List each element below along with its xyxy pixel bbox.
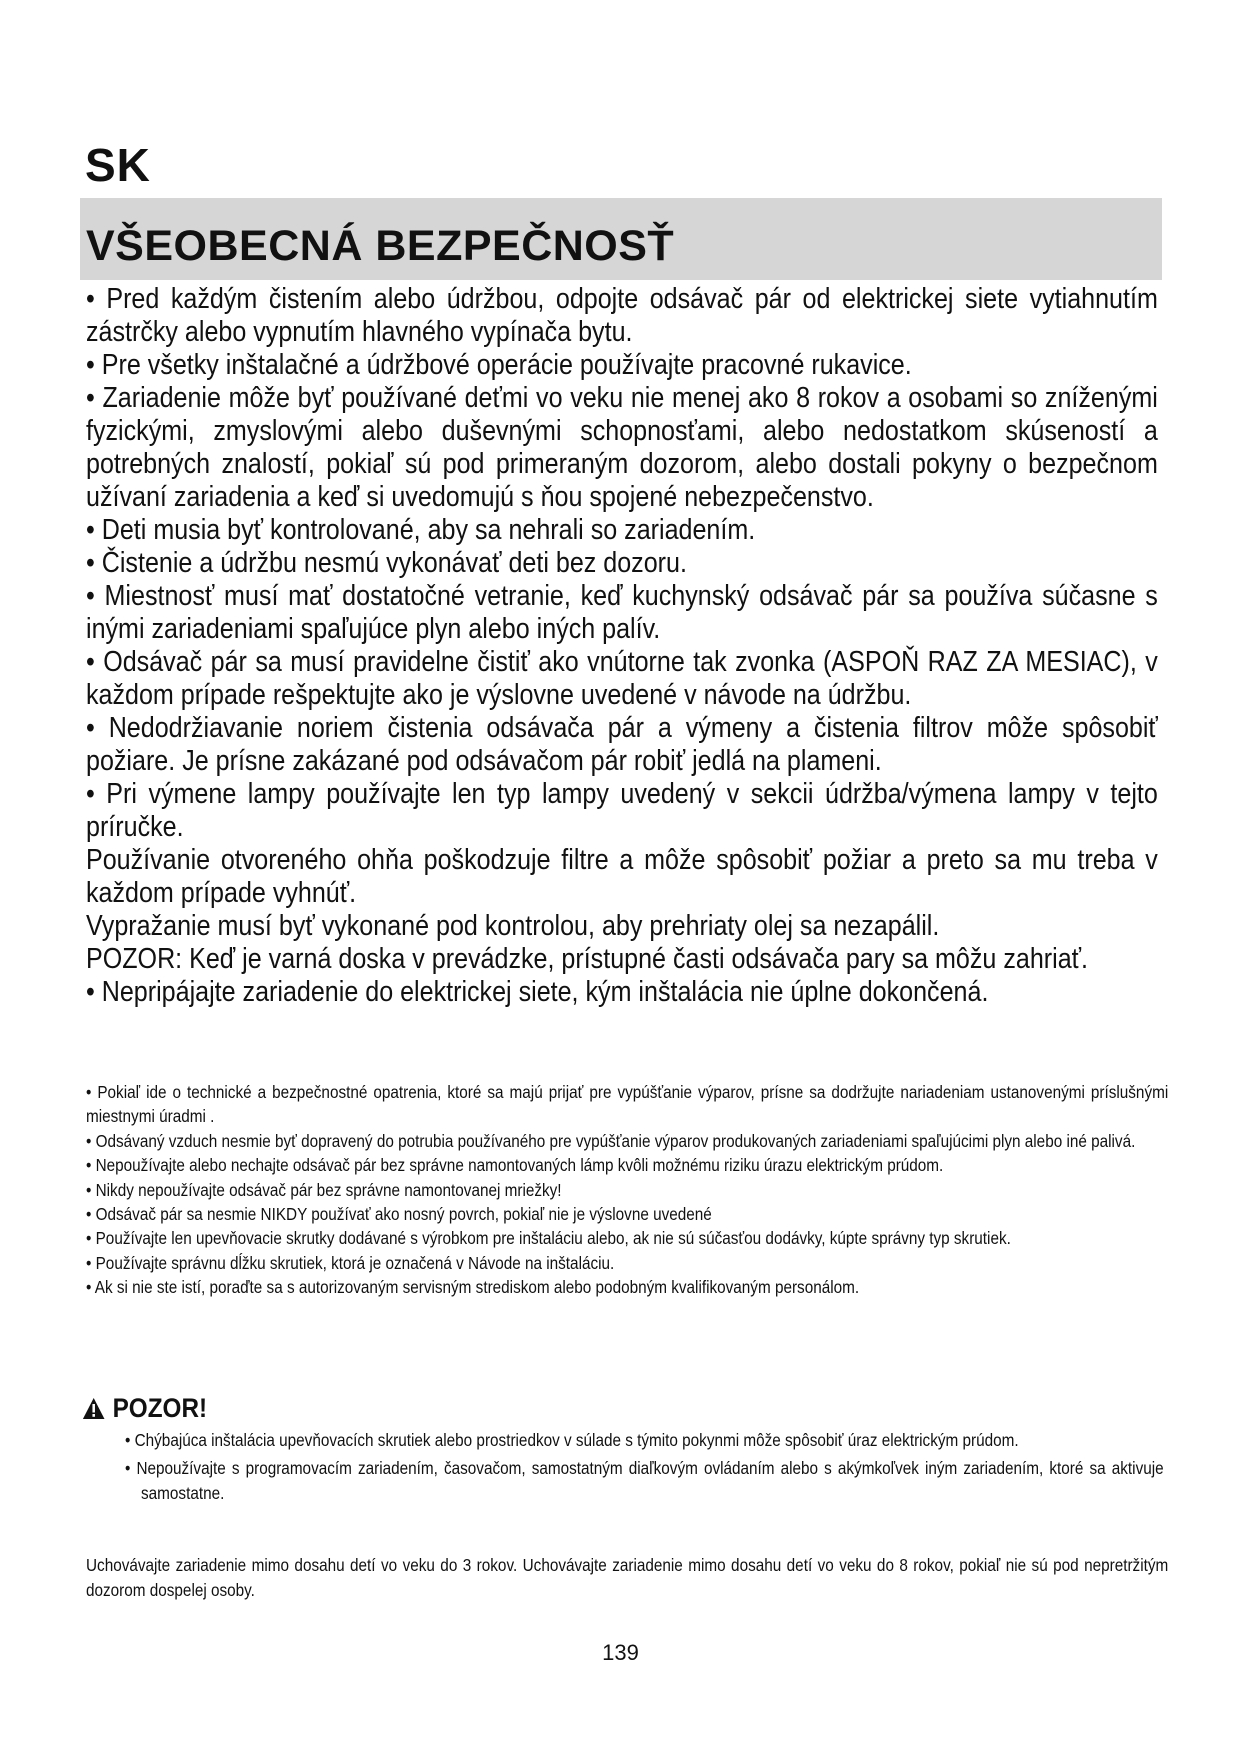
list-item: • Odsávaný vzduch nesmie byť dopravený do potrubia používaného pre vypúšťanie výparov produkovaných zariadeniami spaľujúcimi plyn alebo iné palivá. [86,1130,1136,1151]
list-item: • Používajte správnu dĺžku skrutiek, ktorá je označená v Návode na inštaláciu. [86,1252,615,1273]
list-item: • Miestnosť musí mať dostatočné vetranie, keď kuchynský odsávač pár sa používa súčasne s inými zariadeniami spaľujúce plyn alebo iných palív. [86,580,1158,645]
list-item: POZOR: Keď je varná doska v prevádzke, prístupné časti odsávača pary sa môžu zahriať. [86,943,1089,975]
list-item: • Chýbajúca inštalácia upevňovacích skrutiek alebo prostriedkov v súlade s týmito pokynmi môže spôsobiť úraz elektrickým prúdom. [125,1430,1019,1450]
list-item: Vypražanie musí byť vykonané pod kontrolou, aby prehriaty olej sa nezapálil. [86,910,940,942]
list-item: • Nepoužívajte s programovacím zariadením, časovačom, samostatným diaľkovým ovládaním alebo s akýmkoľvek iným zariadením, ktoré sa aktivuje samostatne. [125,1458,1164,1503]
list-item: • Pri výmene lampy používajte len typ lampy uvedený v sekcii údržba/výmena lampy v tejto príručke. [86,778,1158,843]
main-safety-list [86,283,1158,1009]
footer-note: Uchovávajte zariadenie mimo dosahu detí vo veku do 3 rokov. Uchovávajte zariadenie mimo dosahu detí vo veku do 8 rokov, pokiaľ nie sú pod nepretržitým dozorom dospelej osoby. [86,1555,1169,1600]
list-item: • Pred každým čistením alebo údržbou, odpojte odsávač pár od elektrickej siete vytiahnutím zástrčky alebo vypnutím hlavného vypínača bytu. [86,283,1158,348]
page-number: 139 [602,1640,639,1665]
list-item: • Používajte len upevňovacie skrutky dodávané s výrobkom pre inštaláciu alebo, ak nie sú súčasťou dodávky, kúpte správny typ skrutiek. [86,1228,1011,1249]
list-item: • Ak si nie ste istí, poraďte sa s autorizovaným servisným strediskom alebo podobným kvalifikovaným personálom. [86,1277,860,1298]
list-item: • Nepoužívajte alebo nechajte odsávač pár bez správne namontovaných lámp kvôli možnému riziku úrazu elektrickým prúdom. [86,1155,944,1176]
list-item: • Pokiaľ ide o technické a bezpečnostné opatrenia, ktoré sa majú prijať pre vypúšťanie výparov, prísne sa dodržujte nariadeniam ustanovenými príslušnými miestnymi úradmi . [86,1082,1169,1127]
list-item: Používanie otvoreného ohňa poškodzuje filtre a môže spôsobiť požiar a preto sa mu treba v každom prípade vyhnúť. [86,844,1158,909]
technical-safety-list [86,1080,1168,1300]
list-item: • Odsávač pár sa musí pravidelne čistiť ako vnútorne tak zvonka (ASPOŇ RAZ ZA MESIAC), v každom prípade rešpektujte ako je výslovne uvedené v návode na údržbu. [86,646,1158,711]
warning-title: POZOR! [112,1393,208,1423]
warning-triangle-icon [82,1397,105,1420]
warning-list [125,1428,1164,1509]
warning-heading [82,1393,207,1424]
language-code: SK [85,139,151,191]
list-item: • Zariadenie môže byť používané deťmi vo veku nie menej ako 8 rokov a osobami so zníženými fyzickými, zmyslovými alebo duševnými schopnosťami, alebo nedostatkom skúseností a potrebných znalostí, pokiaľ sú pod primeraným dozorom, alebo dostali pokyny o bezpečnom užívaní zariadenia a keď si uvedomujú s ňou spojené nebezpečenstvo. [86,382,1158,513]
list-item: • Čistenie a údržbu nesmú vykonávať deti bez dozoru. [86,547,687,579]
page-title: VŠEOBECNÁ BEZPEČNOSŤ [86,222,675,270]
list-item: • Deti musia byť kontrolované, aby sa nehrali so zariadením. [86,514,756,546]
list-item: • Nedodržiavanie noriem čistenia odsávača pár a výmeny a čistenia filtrov môže spôsobiť požiare. Je prísne zakázané pod odsávačom pár robiť jedlá na plameni. [86,712,1158,777]
list-item: • Nikdy nepoužívajte odsávač pár bez správne namontovanej mriežky! [86,1179,562,1200]
list-item: • Odsávač pár sa nesmie NIKDY používať ako nosný povrch, pokiaľ nie je výslovne uvedené [86,1204,712,1225]
list-item: • Pre všetky inštalačné a údržbové operácie používajte pracovné rukavice. [86,349,912,381]
list-item: • Nepripájajte zariadenie do elektrickej siete, kým inštalácia nie úplne dokončená. [86,976,989,1008]
